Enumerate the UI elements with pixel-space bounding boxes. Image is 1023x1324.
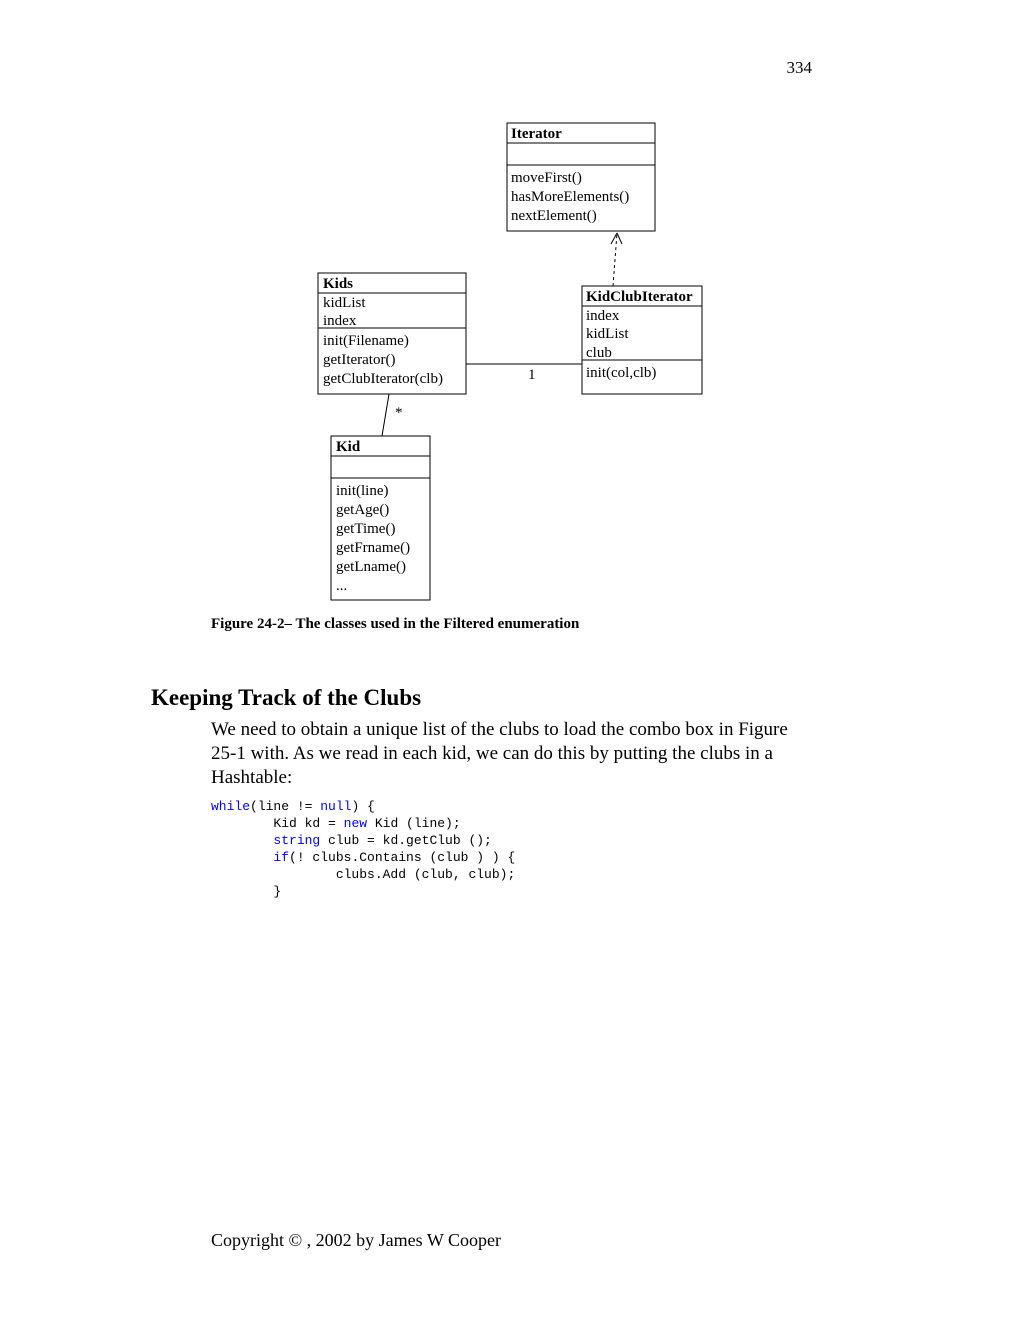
class-attribute: club: [586, 345, 612, 361]
association-kids-kid: [382, 394, 389, 436]
class-name: Iterator: [511, 126, 562, 142]
code-text: ) {: [351, 799, 375, 814]
class-method: init(line): [336, 483, 389, 499]
class-method: getTime(): [336, 521, 396, 537]
class-kids: [318, 273, 466, 394]
code-text: (line !=: [250, 799, 321, 814]
multiplicity-label: 1: [528, 367, 536, 383]
copyright-footer: Copyright © , 2002 by James W Cooper: [211, 1230, 501, 1250]
class-attribute: kidList: [586, 326, 629, 342]
body-paragraph: We need to obtain a unique list of the clubs to load the combo box in Figure 25-1 with. As we read in each kid, we can do this by putting the clubs in a Hashtable:: [211, 719, 788, 788]
code-text: Kid (line);: [367, 816, 461, 831]
code-keyword: while: [211, 799, 251, 814]
class-method: getIterator(): [323, 352, 396, 368]
class-method: moveFirst(): [511, 170, 582, 186]
class-iterator: [507, 123, 655, 231]
code-keyword: if: [273, 850, 290, 865]
page-number: 334: [786, 58, 812, 77]
class-name: Kid: [336, 439, 361, 455]
realization-arrow: [611, 233, 622, 286]
code-text: clubs.Add (club, club);: [335, 867, 516, 882]
class-method: ...: [336, 578, 348, 594]
class-method: nextElement(): [511, 208, 597, 224]
code-keyword: string: [273, 833, 321, 848]
code-line: [211, 832, 515, 849]
class-attribute: index: [586, 308, 620, 324]
class-method: init(Filename): [323, 333, 409, 349]
code-line: [211, 883, 515, 900]
class-name: KidClubIterator: [586, 289, 693, 305]
code-keyword: new: [343, 816, 368, 831]
code-block: [211, 798, 515, 900]
class-kidclubiterator: [582, 286, 702, 394]
code-line: [211, 798, 515, 815]
class-method: hasMoreElements(): [511, 189, 630, 205]
section-heading: Keeping Track of the Clubs: [151, 685, 422, 710]
code-line: [211, 866, 515, 883]
code-text: (! clubs.Contains (club ) ) {: [289, 850, 516, 865]
class-method: getAge(): [336, 502, 390, 518]
code-line: [211, 815, 515, 832]
class-method: init(col,clb): [586, 365, 657, 381]
class-kid: [331, 436, 430, 600]
figure-caption: Figure 24-2– The classes used in the Filtered enumeration: [211, 616, 580, 632]
code-text: Kid kd =: [273, 816, 344, 831]
class-attribute: index: [323, 313, 357, 329]
code-text: }: [273, 884, 282, 899]
uml-class-diagram: [300, 115, 720, 610]
code-keyword: null: [320, 799, 352, 814]
code-line: [211, 849, 515, 866]
class-name: Kids: [323, 276, 354, 292]
class-method: getLname(): [336, 559, 406, 575]
code-text: club = kd.getClub ();: [320, 833, 492, 848]
class-attribute: kidList: [323, 295, 366, 311]
multiplicity-label: *: [395, 405, 403, 421]
class-method: getFrname(): [336, 540, 411, 556]
class-method: getClubIterator(clb): [323, 371, 443, 387]
